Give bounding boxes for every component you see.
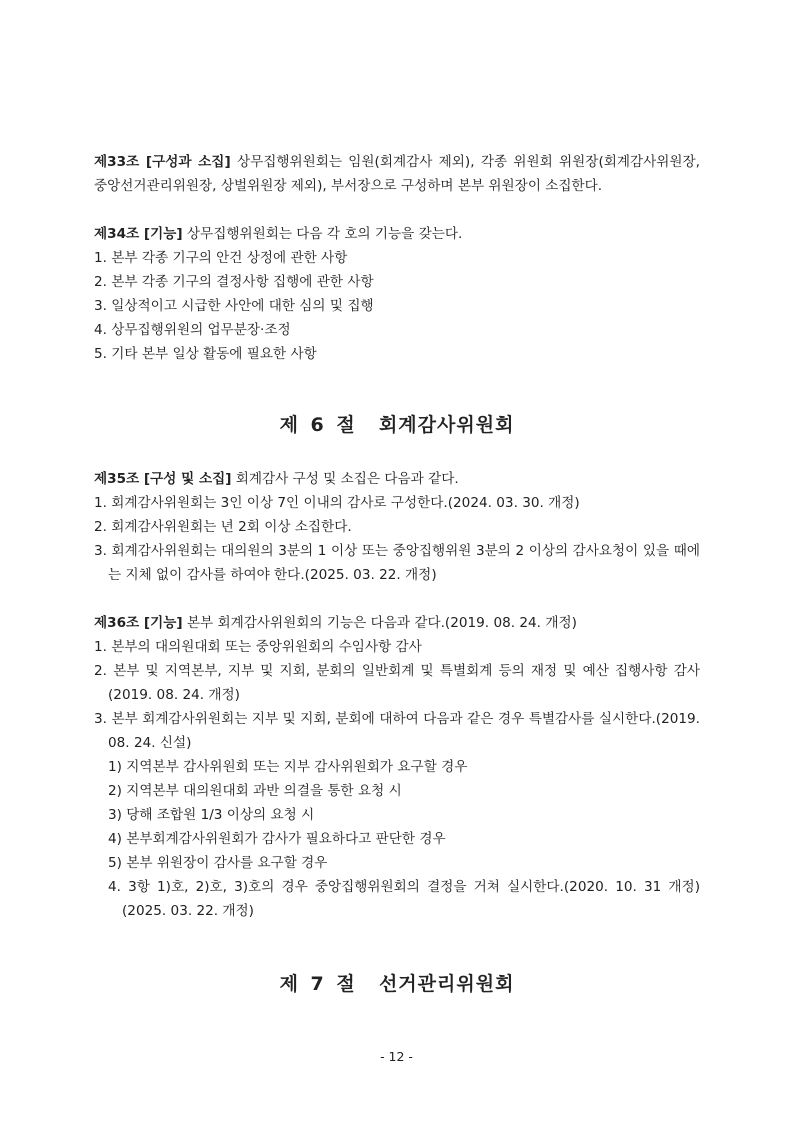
article-34 xyxy=(94,222,700,366)
article-34-heading: 제34조 [기능] xyxy=(94,226,183,242)
section-title-7: 제 7 절 선거관리위원회 xyxy=(279,973,515,995)
article-36-last-item: 4. 3항 1)호, 2)호, 3)호의 경우 중앙집행위원회의 결정을 거쳐 실시한다.(2020. 10. 31 개정) (2025. 03. 22. 개정) xyxy=(108,879,700,919)
article-36-subitem: 1) 지역본부 감사위원회 또는 지부 감사위원회가 요구할 경우 xyxy=(108,759,468,775)
section-title-6: 제 6 절 회계감사위원회 xyxy=(279,414,515,436)
article-34-item: 3. 일상적이고 시급한 사안에 대한 심의 및 집행 xyxy=(94,298,374,314)
article-36-subitem: 5) 본부 위원장이 감사를 요구할 경우 xyxy=(108,855,328,871)
article-33-heading: 제33조 [구성과 소집] xyxy=(94,154,231,170)
article-36-heading: 제36조 [기능] xyxy=(94,615,183,631)
article-33-intro xyxy=(94,150,700,198)
article-35-intro xyxy=(94,467,700,491)
article-36-body: 본부 회계감사위원회의 기능은 다음과 같다.(2019. 08. 24. 개정) xyxy=(182,615,577,631)
article-35-item: 3. 회계감사위원회는 대의원의 3분의 1 이상 또는 중앙집행위원 3분의 2 이상의 감사요청이 있을 때에는 지체 없이 감사를 하여야 한다.(2025. 03. 22. 개정) xyxy=(94,543,700,583)
article-36-subitem: 3) 당해 조합원 1/3 이상의 요청 시 xyxy=(108,807,315,823)
article-36-subitem: 4) 본부회계감사위원회가 감사가 필요하다고 판단한 경우 xyxy=(108,831,446,847)
document-page xyxy=(94,150,700,996)
article-35-heading: 제35조 [구성 및 소집] xyxy=(94,471,232,487)
article-35-body: 회계감사 구성 및 소집은 다음과 같다. xyxy=(231,471,459,487)
article-34-item: 4. 상무집행위원의 업무분장·조정 xyxy=(94,322,291,338)
page-number: - 12 - xyxy=(380,1049,413,1064)
article-33 xyxy=(94,150,700,198)
article-33-body: 상무집행위원회는 임원(회계감사 제외), 각종 위원회 위원장(회계감사위원장, 중앙선거관리위원장, 상벌위원장 제외), 부서장으로 구성하며 본부 위원장이 소집한다. xyxy=(94,154,700,194)
article-34-body: 상무집행위원회는 다음 각 호의 기능을 갖는다. xyxy=(182,226,463,242)
article-36-item: 1. 본부의 대의원대회 또는 중앙위원회의 수임사항 감사 xyxy=(94,639,422,655)
article-36-item: 2. 본부 및 지역본부, 지부 및 지회, 분회의 일반회계 및 특별회계 등의 재정 및 예산 집행사항 감사 (2019. 08. 24. 개정) xyxy=(94,663,700,703)
article-34-item: 1. 본부 각종 기구의 안건 상정에 관한 사항 xyxy=(94,250,348,266)
article-36-item: 3. 본부 회계감사위원회는 지부 및 지회, 분회에 대하여 다음과 같은 경우 특별감사를 실시한다.(2019. 08. 24. 신설) xyxy=(94,711,700,751)
article-34-item: 5. 기타 본부 일상 활동에 필요한 사항 xyxy=(94,346,317,362)
article-36-intro xyxy=(94,611,700,635)
article-35-item: 2. 회계감사위원회는 년 2회 이상 소집한다. xyxy=(94,519,352,535)
article-35 xyxy=(94,467,700,587)
article-35-item: 1. 회계감사위원회는 3인 이상 7인 이내의 감사로 구성한다.(2024. 03. 30. 개정) xyxy=(94,495,580,511)
article-36-subitem: 2) 지역본부 대의원대회 과반 의결을 통한 요청 시 xyxy=(108,783,402,799)
article-34-intro xyxy=(94,222,700,246)
article-36 xyxy=(94,611,700,923)
article-34-item: 2. 본부 각종 기구의 결정사항 집행에 관한 사항 xyxy=(94,274,374,290)
